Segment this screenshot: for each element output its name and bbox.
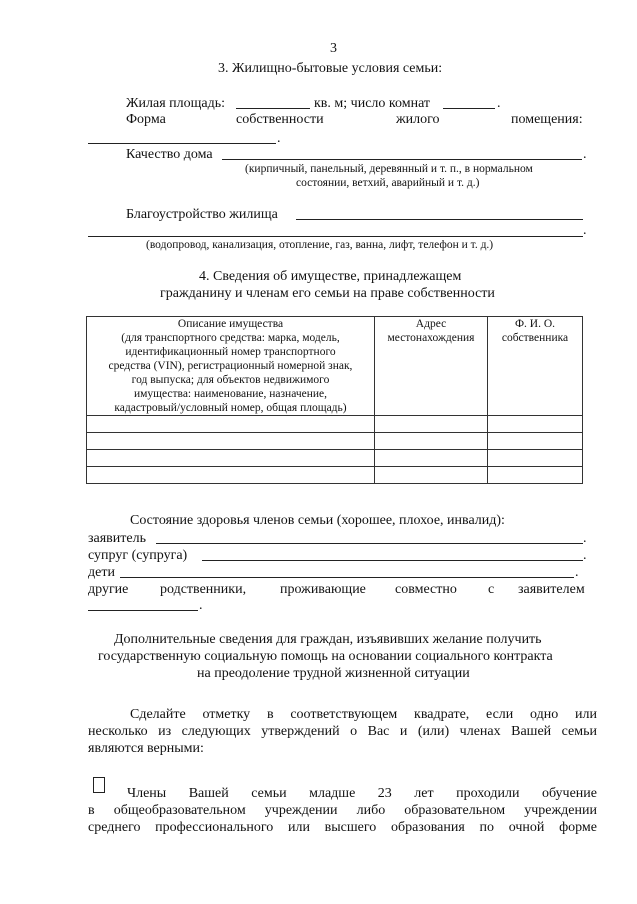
header-line: год выпуска; для объектов недвижимого (131, 374, 330, 386)
table-cell[interactable] (488, 416, 583, 433)
table-cell[interactable] (375, 450, 488, 467)
section3-title: 3. Жилищно-бытовые условия семьи: (218, 61, 443, 76)
table-cell[interactable] (375, 416, 488, 433)
section4-title-2: гражданину и членам его семьи на праве собственности (160, 286, 495, 301)
amenities-label: Благоустройство жилища (126, 207, 278, 222)
form-word-2: собственности (236, 112, 324, 127)
dot: . (583, 548, 587, 563)
amenities-hint: (водопровод, канализация, отопление, газ, ванна, лифт, телефон и т. д.) (146, 239, 494, 251)
house-hint-2: состоянии, ветхий, аварийный и т. д.) (296, 177, 480, 189)
header-line: Описание имущества (177, 318, 284, 330)
statement-line-1: Члены Вашей семьи младше 23 лет проходили обучение (127, 786, 597, 801)
header-line: средства (VIN), регистрационный номерной знак, (108, 360, 353, 372)
dot: . (583, 147, 587, 162)
dot: . (199, 598, 203, 613)
header-line: Адрес (415, 318, 447, 330)
table-cell[interactable] (87, 467, 375, 484)
house-hint-1: (кирпичный, панельный, деревянный и т. п., в нормальном (245, 163, 533, 175)
house-quality-label: Качество дома (126, 147, 213, 162)
table-cell[interactable] (87, 450, 375, 467)
statement-line-3: среднего профессионального или высшего образования по очной форме (88, 820, 597, 835)
header-line: собственника (501, 332, 569, 344)
health-title: Состояние здоровья членов семьи (хорошее, плохое, инвалид): (130, 513, 505, 528)
rooms-field[interactable] (443, 108, 495, 109)
col-address-header (375, 317, 488, 416)
header-line: (для транспортного средства: марка, модель, (121, 332, 340, 344)
children-health-field[interactable] (120, 577, 574, 578)
amenities-field-2[interactable] (88, 236, 583, 237)
others-word-6: заявителем (518, 582, 585, 597)
table-cell[interactable] (488, 467, 583, 484)
others-word-1: другие (88, 582, 129, 597)
header-line: местонахождения (387, 332, 475, 344)
children-label: дети (88, 565, 115, 580)
header-line: имущества: наименование, назначение, (133, 388, 328, 400)
form-word-4: помещения: (511, 112, 583, 127)
col-owner-header (488, 317, 583, 416)
others-word-3: проживающие (280, 582, 366, 597)
additional-line-1: Дополнительные сведения для граждан, изъявивших желание получить (114, 632, 542, 647)
sqm-label: кв. м; число комнат (314, 96, 431, 111)
table-cell[interactable] (375, 467, 488, 484)
others-word-5: с (488, 582, 495, 597)
statement-line-2: в общеобразовательном учреждении либо образовательном учреждении (88, 803, 597, 818)
additional-line-3: на преодоление трудной жизненной ситуации (197, 666, 470, 681)
house-quality-field[interactable] (222, 159, 582, 160)
applicant-health-field[interactable] (156, 543, 583, 544)
instruction-line-3: являются верными: (88, 741, 204, 756)
form-word-3: жилого (396, 112, 440, 127)
dot: . (575, 565, 579, 580)
property-table (86, 316, 583, 484)
dot: . (583, 531, 587, 546)
table-row (87, 416, 583, 433)
others-word-4: совместно (395, 582, 457, 597)
table-cell[interactable] (375, 433, 488, 450)
table-cell[interactable] (87, 416, 375, 433)
others-health-field[interactable] (88, 610, 198, 611)
others-word-2: родственники, (160, 582, 247, 597)
header-line: Ф. И. О. (514, 318, 556, 330)
spouse-label: супруг (супруга) (88, 548, 188, 563)
dot: . (497, 96, 501, 111)
living-area-field[interactable] (236, 108, 310, 109)
form-word-1: Форма (126, 112, 166, 127)
applicant-label: заявитель (88, 531, 146, 546)
additional-line-2: государственную социальную помощь на основании социального контракта (98, 649, 553, 664)
dot: . (277, 131, 281, 146)
header-line: кадастровый/условный номер, общая площадь) (114, 402, 347, 414)
table-row (87, 450, 583, 467)
table-cell[interactable] (488, 433, 583, 450)
statement-checkbox[interactable] (93, 777, 105, 793)
instruction-line-2: несколько из следующих утверждений о Вас и (или) членах Вашей семьи (88, 724, 597, 739)
instruction-line-1: Сделайте отметку в соответствующем квадрате, если одно или (130, 707, 597, 722)
amenities-field-1[interactable] (296, 219, 583, 220)
living-area-label: Жилая площадь: (126, 96, 226, 111)
header-line: идентификационный номер транспортного (125, 346, 336, 358)
table-cell[interactable] (488, 450, 583, 467)
spouse-health-field[interactable] (202, 560, 583, 561)
table-cell[interactable] (87, 433, 375, 450)
table-row (87, 433, 583, 450)
section4-title-1: 4. Сведения об имуществе, принадлежащем (199, 269, 462, 284)
page-number: 3 (330, 41, 337, 56)
table-row (87, 467, 583, 484)
col-description-header (87, 317, 375, 416)
dot: . (583, 223, 587, 238)
table-header-row (87, 317, 583, 416)
ownership-form-field[interactable] (88, 143, 276, 144)
